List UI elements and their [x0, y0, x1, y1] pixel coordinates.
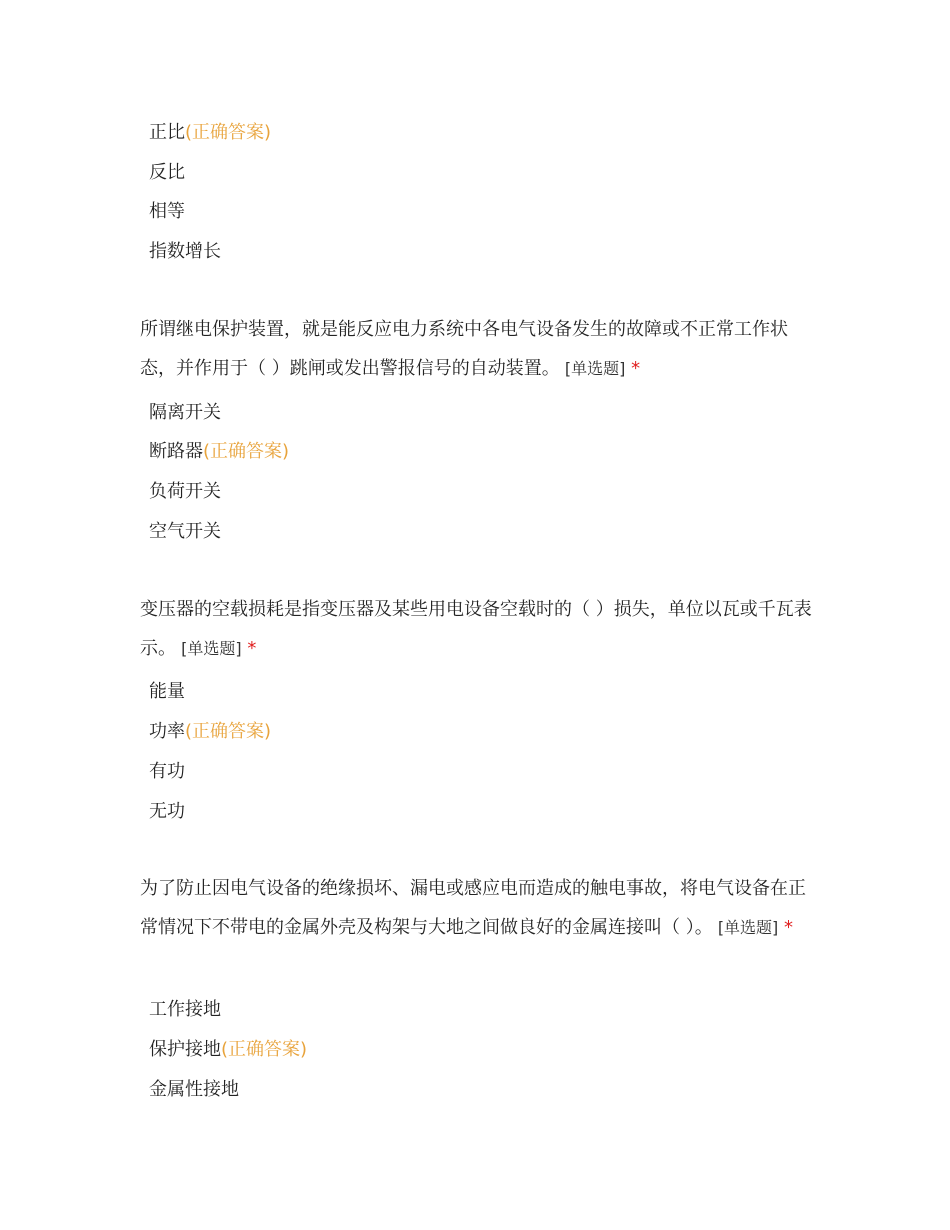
- question-type: [单选题]: [717, 918, 779, 937]
- option-item: [149, 801, 185, 823]
- correct-answer-tag: (正确答案): [221, 1039, 308, 1060]
- option-label: 工作接地: [149, 999, 221, 1020]
- option-label: 负荷开关: [149, 481, 221, 502]
- option-label: 反比: [149, 162, 185, 183]
- option-label: 保护接地: [149, 1039, 221, 1060]
- option-label: 正比: [149, 122, 185, 143]
- option-item: [149, 1079, 239, 1101]
- option-label: 功率: [149, 721, 185, 742]
- question-stem: 变压器的空载损耗是指变压器及某些用电设备空载时的（ ）损失，单位以瓦或千瓦表示。: [140, 599, 812, 659]
- option-item: [149, 162, 185, 184]
- correct-answer-tag: (正确答案): [203, 441, 290, 462]
- question-type: [单选题]: [181, 639, 242, 658]
- option-label: 无功: [149, 801, 185, 822]
- question-stem: 为了防止因电气设备的绝缘损坏、漏电或感应电而造成的触电事故，将电气设备在正常情况下不带电的金属外壳及构架与大地之间做良好的金属连接叫（ ）。: [140, 878, 806, 938]
- option-label: 空气开关: [149, 521, 221, 542]
- option-label: 金属性接地: [149, 1079, 239, 1100]
- option-item: [149, 481, 221, 503]
- correct-answer-tag: (正确答案): [185, 721, 272, 742]
- option-item: [149, 241, 221, 263]
- question-text: [140, 310, 820, 388]
- required-mark: *: [784, 917, 794, 938]
- option-item: [149, 721, 271, 743]
- option-label: 相等: [149, 201, 185, 222]
- question-text: [140, 590, 820, 668]
- option-label: 断路器: [149, 441, 203, 462]
- question-type: [单选题]: [564, 359, 626, 378]
- required-mark: *: [247, 638, 257, 659]
- option-item: [149, 201, 185, 223]
- option-item: [149, 999, 221, 1021]
- option-item: [149, 761, 185, 783]
- option-label: 有功: [149, 761, 185, 782]
- option-item: [149, 681, 185, 703]
- option-label: 能量: [149, 681, 185, 702]
- correct-answer-tag: (正确答案): [185, 122, 272, 143]
- option-item: [149, 521, 221, 543]
- option-item: [149, 441, 289, 463]
- option-item: [149, 122, 271, 144]
- required-mark: *: [631, 358, 641, 379]
- option-item: [149, 1039, 307, 1061]
- option-label: 指数增长: [149, 241, 221, 262]
- option-item: [149, 402, 221, 424]
- question-stem: 所谓继电保护装置，就是能反应电力系统中各电气设备发生的故障或不正常工作状态，并作用于（ ）跳闸或发出警报信号的自动装置。: [140, 319, 788, 379]
- question-text: [140, 869, 820, 947]
- option-label: 隔离开关: [149, 402, 221, 423]
